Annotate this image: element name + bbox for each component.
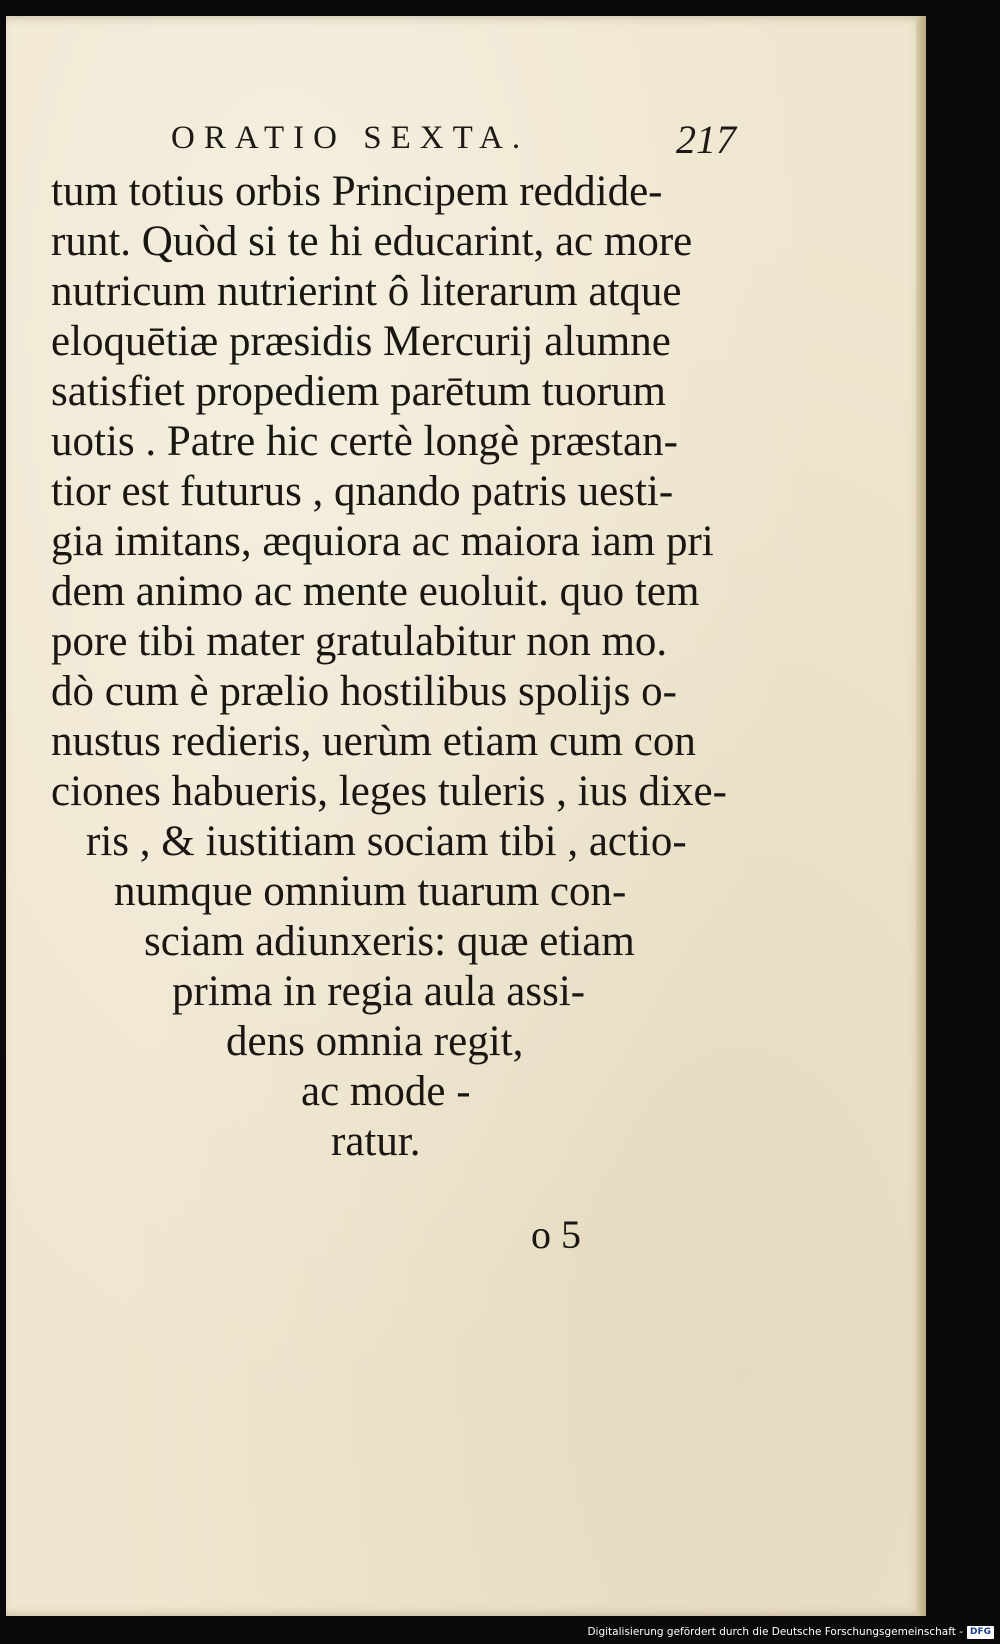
text-line: dens omnia regit, (226, 1018, 524, 1065)
text-line: numque omnium tuarum con- (114, 868, 627, 915)
digitization-credit (587, 1624, 994, 1640)
text-line: satisfiet propediem parētum tuorum (51, 368, 666, 415)
text-line: uotis . Patre hic certè longè præstan- (51, 418, 678, 465)
text-line: pore tibi mater gratulabitur non mo. (51, 618, 668, 665)
signature-mark: o 5 (531, 1212, 581, 1257)
dfg-logo: DFG (967, 1626, 994, 1639)
text-line: gia imitans, æquiora ac maiora iam pri (51, 518, 714, 565)
text-line: prima in regia aula assi- (172, 968, 586, 1015)
text-line: ratur. (331, 1118, 421, 1165)
text-line: tior est futurus , qnando patris uesti- (51, 468, 674, 515)
text-line: eloquētiæ præsidis Mercurij alumne (51, 318, 671, 365)
page-number: 217 (676, 117, 736, 162)
text-line: runt. Quòd si te hi educarint, ac more (51, 218, 693, 265)
text-line: ris , & iustitiam sociam tibi , actio- (86, 818, 687, 865)
text-line: dò cum è prælio hostilibus spolijs o- (51, 668, 677, 715)
page-edge (916, 16, 926, 1616)
text-line: tum totius orbis Principem reddide- (51, 168, 663, 215)
credit-text: Digitalisierung gefördert durch die Deutsche Forschungsgemeinschaft - (587, 1626, 963, 1638)
text-line: dem animo ac mente euoluit. quo tem (51, 568, 700, 615)
text-line: sciam adiunxeris: quæ etiam (144, 918, 635, 965)
text-line: nutricum nutrierint ô literarum atque (51, 268, 682, 315)
text-line: nustus redieris, uerùm etiam cum con (51, 718, 696, 765)
book-page (6, 16, 926, 1616)
running-head: ORATIO SEXTA. (171, 120, 530, 156)
text-line: ciones habueris, leges tuleris , ius dixe- (51, 768, 727, 815)
text-line: ac mode - (301, 1068, 471, 1115)
